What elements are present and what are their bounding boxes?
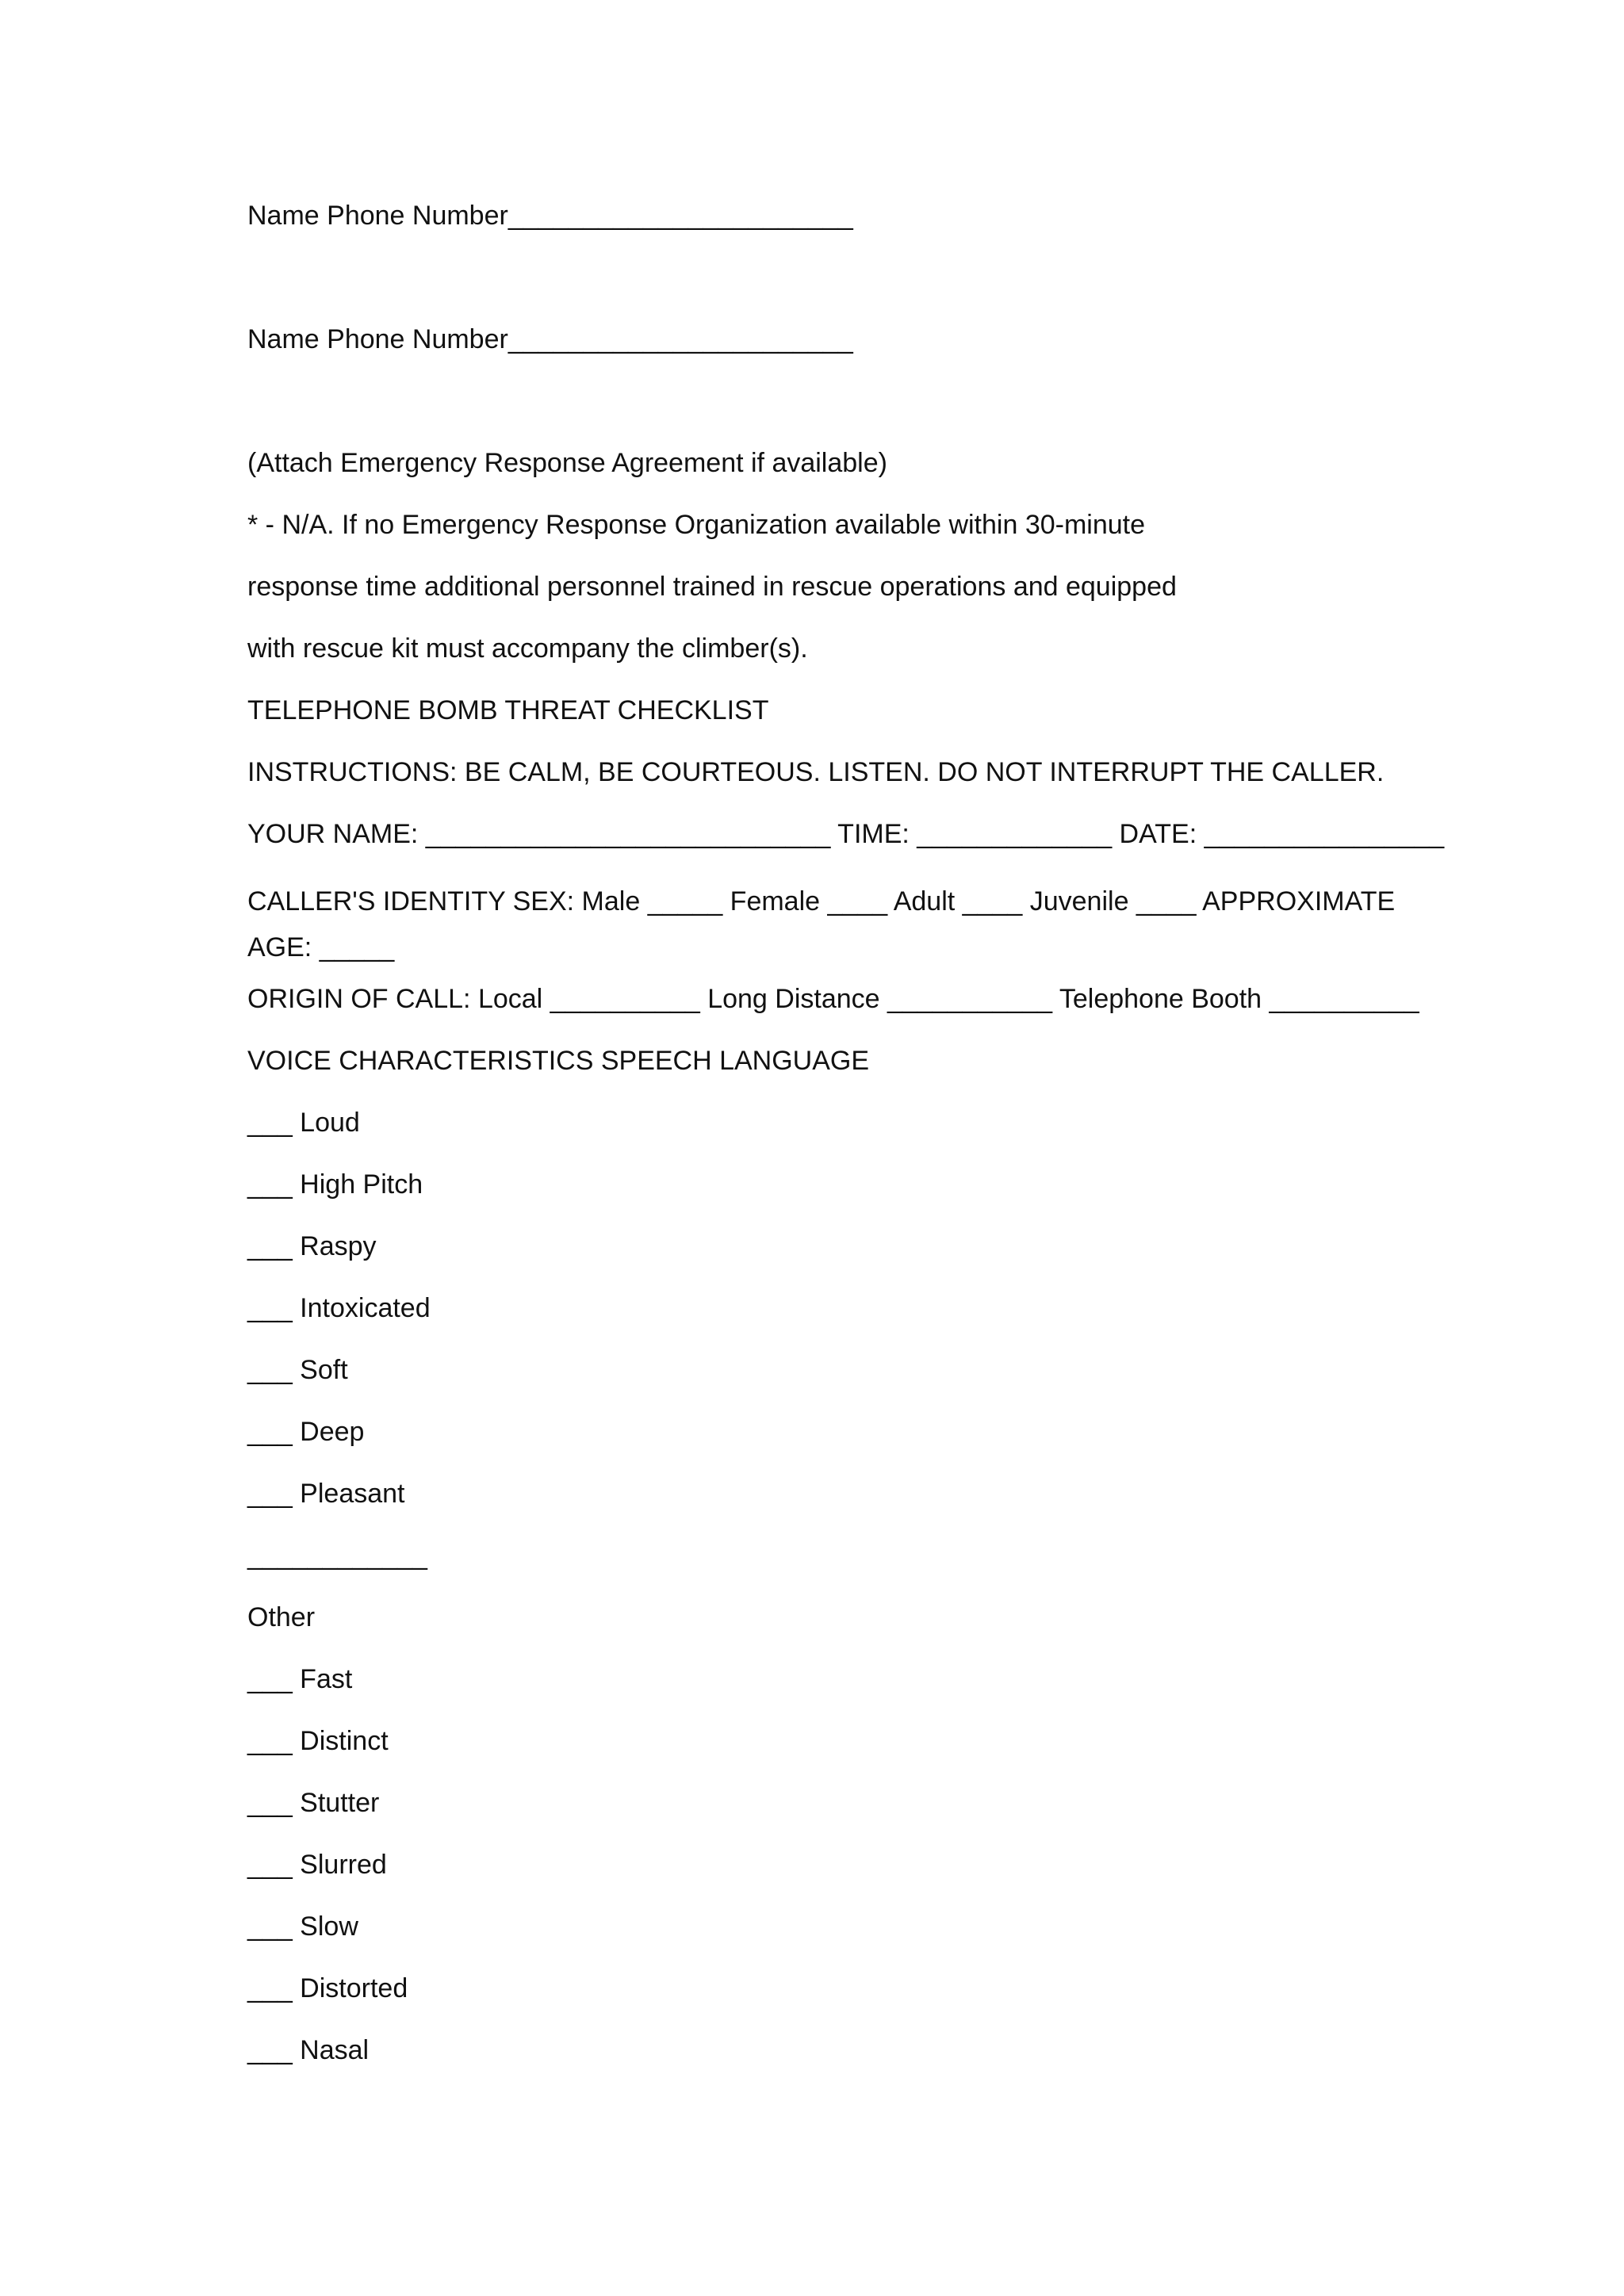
na-note-line-2: response time additional personnel trained in rescue operations and equipped (247, 572, 1177, 602)
speech-item-slow: ___ Slow (247, 1911, 358, 1942)
voice-item-deep: ___ Deep (247, 1417, 365, 1447)
caller-identity-line: CALLER'S IDENTITY SEX: Male _____ Female ____ Adult ____ Juvenile ____ APPROXIMATE AGE: _____ (247, 886, 1396, 962)
your-name-line: YOUR NAME: ___________________________ TIME: _____________ DATE: ________________ (247, 819, 1445, 849)
voice-item-loud: ___ Loud (247, 1108, 360, 1138)
speech-item-distinct: ___ Distinct (247, 1726, 389, 1756)
instructions-line: INSTRUCTIONS: BE CALM, BE COURTEOUS. LISTEN. DO NOT INTERRUPT THE CALLER. (247, 757, 1385, 787)
voice-item-pleasant: ___ Pleasant (247, 1479, 405, 1509)
voice-item-soft: ___ Soft (247, 1355, 348, 1385)
speech-item-stutter: ___ Stutter (247, 1788, 380, 1818)
contact-line-1: Name Phone Number_______________________ (247, 201, 853, 231)
speech-item-nasal: ___ Nasal (247, 2035, 370, 2065)
origin-of-call-line: ORIGIN OF CALL: Local __________ Long Distance ___________ Telephone Booth __________ (247, 984, 1419, 1014)
checklist-title: TELEPHONE BOMB THREAT CHECKLIST (247, 695, 769, 725)
na-note-line-3: with rescue kit must accompany the climber(s). (247, 633, 808, 664)
na-note-line-1: * - N/A. If no Emergency Response Organization available within 30-minute (247, 510, 1146, 540)
speech-item-slurred: ___ Slurred (247, 1850, 387, 1880)
voice-item-high-pitch: ___ High Pitch (247, 1169, 423, 1200)
other-label: Other (247, 1602, 316, 1632)
voice-item-intoxicated: ___ Intoxicated (247, 1293, 431, 1323)
speech-item-distorted: ___ Distorted (247, 1973, 408, 2003)
voice-item-raspy: ___ Raspy (247, 1231, 377, 1261)
characteristics-header: VOICE CHARACTERISTICS SPEECH LANGUAGE (247, 1046, 870, 1076)
speech-item-fast: ___ Fast (247, 1664, 353, 1694)
other-blank-line: ____________ (247, 1540, 427, 1571)
attach-note: (Attach Emergency Response Agreement if available) (247, 448, 887, 478)
contact-line-2: Name Phone Number_______________________ (247, 324, 853, 354)
